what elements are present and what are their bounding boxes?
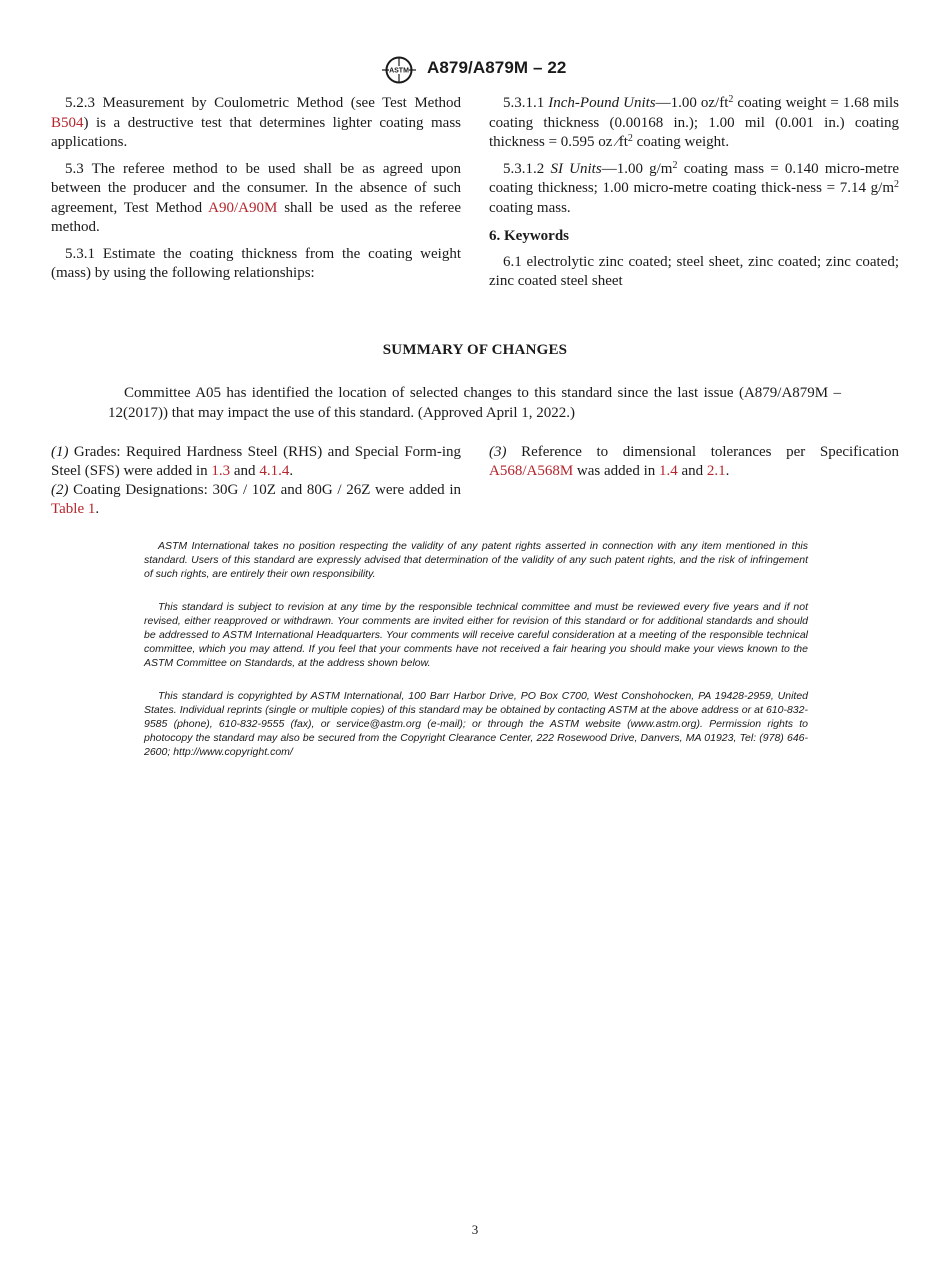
paragraph-5-3: 5.3 The referee method to be used shall be as agreed upon between the producer and the consumer. In the absence of such agreement, Test Method A90/A90M shall be used as the referee method.: [51, 160, 461, 235]
paragraph-5-3-1: 5.3.1 Estimate the coating thickness from the coating weight (mass) by using the following relationships:: [51, 245, 461, 281]
reference-link-a90[interactable]: A90/A90M: [208, 199, 278, 216]
copyright-notice: This standard is copyrighted by ASTM International, 100 Barr Harbor Drive, PO Box C700, West Conshohocken, PA 19428-2959, United States. Individual reprints (single or multiple copies) of this standard may be obtained by contacting ASTM at the above address or at 610-832-9585 (phone), 610-832-9555 (fax), or service@astm.org (e-mail); or through the ASTM website (www.astm.org). Permission rights to photocopy the standard may also be secured from the Copyright Clearance Center, 222 Rosewood Drive, Danvers, MA 01923, Tel: (978) 646-2600; http://www.copyright.com/: [144, 690, 808, 758]
reference-link-table-1[interactable]: Table 1: [51, 501, 96, 517]
reference-link-2-1[interactable]: 2.1: [706, 463, 726, 479]
right-column: [489, 94, 899, 299]
reference-link-4-1-4[interactable]: 4.1.4: [259, 463, 290, 479]
change-item-1: (1) Grades: Required Hardness Steel (RHS) and Special Form-ing Steel (SFS) were added in 1.3 and 4.1.4.: [51, 444, 461, 479]
summary-intro: Committee A05 has identified the location of selected changes to this standard since the last issue (A879/A879M – 12(2017)) that may impact the use of this standard. (Approved April 1, 2022.): [108, 385, 841, 421]
page-number: 3: [471, 1222, 479, 1237]
section-6-heading: 6. Keywords: [489, 228, 569, 244]
paragraph-5-3-1-2: 5.3.1.2 SI Units—1.00 $g/m^2$ coating mass = 0.140 micro-metre coating thickness; 1.00 micro-metre coating thick-ness = 7.14 $g/m^2$ coating mass.: [489, 159, 900, 216]
changes-left-column: [51, 443, 461, 519]
reference-link-1-4[interactable]: 1.4: [658, 463, 678, 479]
svg-text:ASTM: ASTM: [389, 67, 409, 75]
paragraph-6-1: 6.1 electrolytic zinc coated; steel sheet, zinc coated; zinc coated; zinc coated steel sheet: [489, 253, 899, 289]
page-header: [0, 56, 950, 84]
reference-link-1-3[interactable]: 1.3: [211, 463, 231, 479]
revision-notice: This standard is subject to revision at any time by the responsible technical committee and must be reviewed every five years and if not revised, either reapproved or withdrawn. Your comments are invited either for revision of this standard or for additional standards and should be addressed to ASTM International Headquarters. Your comments will receive careful consideration at a meeting of the responsible technical committee, which you may attend. If you feel that your comments have not received a fair hearing you should make your views known to the ASTM Committee on Standards, at the address shown below.: [144, 601, 808, 669]
paragraph-5-3-1-1: 5.3.1.1 Inch-Pound Units—1.00 $oz/ft^2$ coating weight = 1.68 mils coating thickness (0.00168 in.); 1.00 mil (0.001 in.) coating thickness = 0.595 oz $⁄ft^2$ coating weight.: [489, 94, 900, 150]
reference-link-a568[interactable]: A568/A568M: [489, 463, 574, 479]
paragraph-5-2-3: 5.2.3 Measurement by Coulometric Method (see Test Method B504) is a destructive test that determines lighter coating mass applications.: [51, 95, 461, 150]
patent-notice: ASTM International takes no position respecting the validity of any patent rights asserted in connection with any item mentioned in this standard. Users of this standard are expressly advised that determination of the validity of any such patent rights, and the risk of infringement of such rights, are entirely their own responsibility.: [144, 540, 808, 580]
astm-logo-icon: [380, 56, 418, 84]
change-item-2: (2) Coating Designations: 30G / 10Z and 80G / 26Z were added in Table 1.: [51, 482, 461, 517]
summary-title: SUMMARY OF CHANGES: [382, 342, 568, 358]
change-item-3: (3) Reference to dimensional tolerances per Specification A568/A568M was added in 1.4 and 2.1.: [489, 444, 899, 479]
left-column: [51, 94, 461, 291]
reference-link-b504[interactable]: B504: [51, 114, 84, 131]
document-designation: A879/A879M – 22: [427, 58, 567, 77]
changes-right-column: [489, 443, 899, 481]
